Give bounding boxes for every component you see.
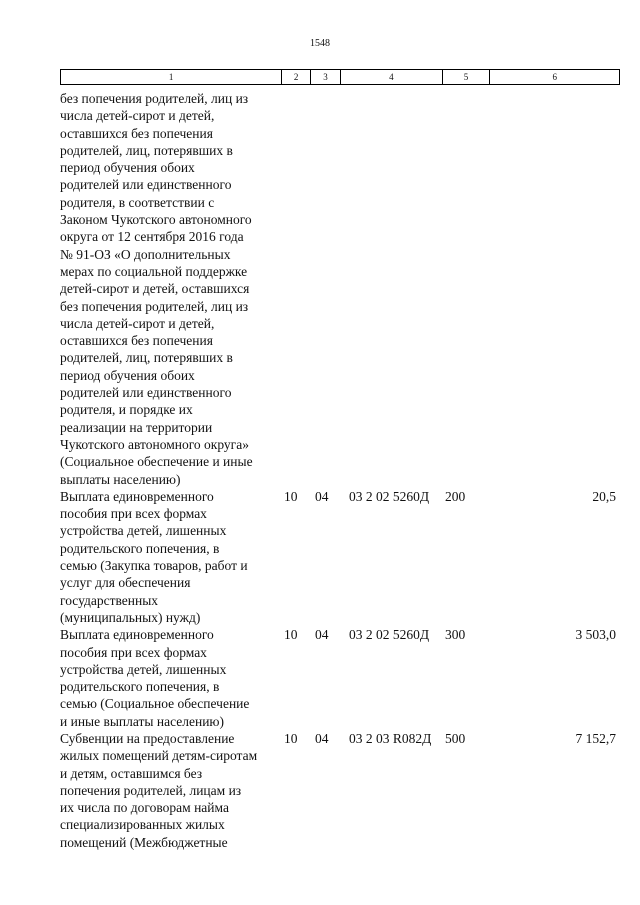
row-subsection: 04 bbox=[315, 627, 329, 643]
column-header-2: 2 bbox=[282, 70, 311, 84]
page-number: 1548 bbox=[310, 38, 330, 49]
table-row bbox=[60, 488, 620, 626]
row-expense-type: 200 bbox=[445, 488, 466, 504]
row-section: 10 bbox=[284, 730, 298, 746]
row-section: 10 bbox=[284, 627, 298, 643]
row-description: Субвенции на предоставление жилых помещений детям-сиротам и детям, оставшимся без попечения родителей, лицам из их числа по договорам найма специализированных жилых помещений (Межбюджетные bbox=[60, 730, 258, 850]
column-header-3: 3 bbox=[311, 70, 341, 84]
column-header-4: 4 bbox=[341, 70, 443, 84]
row-section: 10 bbox=[284, 488, 298, 504]
row-target-code: 03 2 02 5260Д bbox=[349, 627, 430, 643]
budget-table-body bbox=[60, 90, 620, 851]
column-header-1: 1 bbox=[61, 70, 282, 84]
table-row bbox=[60, 730, 620, 851]
row-amount: 7 152,7 bbox=[575, 730, 616, 746]
table-row bbox=[60, 626, 620, 730]
row-expense-type: 300 bbox=[445, 627, 466, 643]
row-subsection: 04 bbox=[315, 488, 329, 504]
column-header-row bbox=[60, 69, 620, 85]
table-row bbox=[60, 90, 620, 488]
row-description: Выплата единовременного пособия при всех формах устройства детей, лишенных родительского попечения, в семью (Социальное обеспечение и иные выплаты населению) bbox=[60, 627, 250, 729]
row-amount: 20,5 bbox=[592, 488, 616, 504]
column-header-5: 5 bbox=[443, 70, 491, 84]
row-subsection: 04 bbox=[315, 730, 329, 746]
row-description: Выплата единовременного пособия при всех формах устройства детей, лишенных родительского попечения, в семью (Закупка товаров, работ и услуг для обеспечения государственных (муниципальных) нужд) bbox=[60, 488, 248, 625]
row-target-code: 03 2 03 R082Д bbox=[349, 730, 432, 746]
column-header-6: 6 bbox=[552, 72, 557, 82]
row-amount: 3 503,0 bbox=[575, 627, 616, 643]
row-target-code: 03 2 02 5260Д bbox=[349, 488, 430, 504]
row-expense-type: 500 bbox=[445, 730, 466, 746]
row-description: без попечения родителей, лиц из числа детей-сирот и детей, оставшихся без попечения родителей, лиц, потерявших в период обучения обоих родителей или единственного родителя, в соответствии с Законом Чукотского автономного округа от 12 сентября 2016 года № 91-ОЗ «О дополнительных мерах по социальной поддержке детей-сирот и детей, оставшихся без попечения родителей, лиц из числа детей-сирот и детей, оставшихся без попечения родителей, лиц, потерявших в период обучения обоих родителей или единственного родителя, и порядке их реализации на территории Чукотского автономного округа» (Социальное обеспечение и иные выплаты населению) bbox=[60, 91, 253, 487]
